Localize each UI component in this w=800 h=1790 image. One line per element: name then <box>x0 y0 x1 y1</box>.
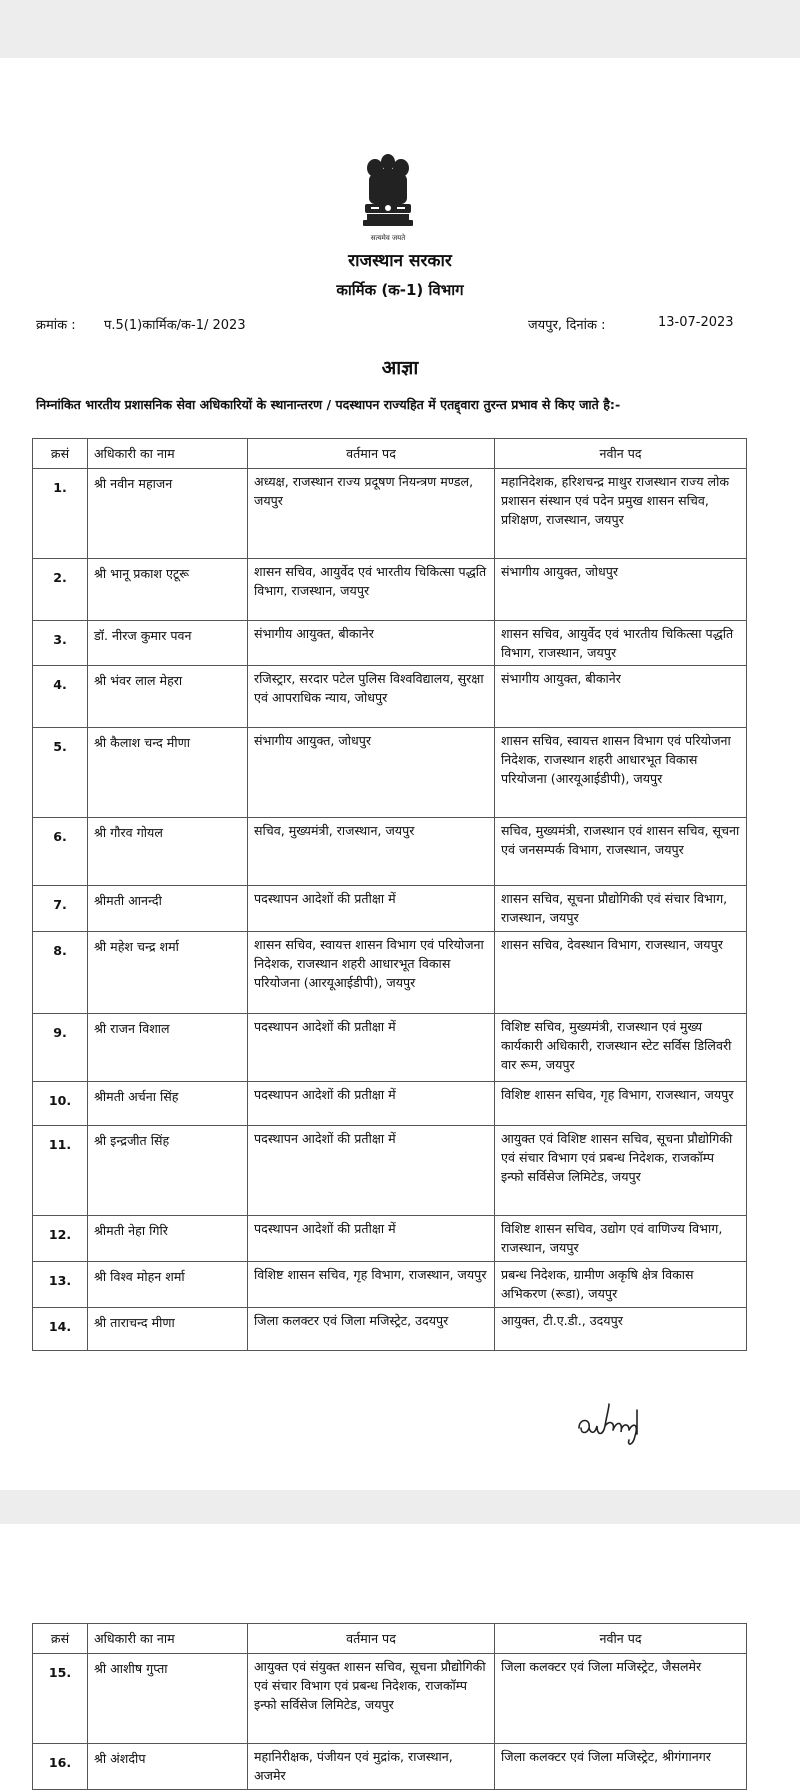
current-post: विशिष्ट शासन सचिव, गृह विभाग, राजस्थान, जयपुर <box>248 1262 495 1308</box>
column-header: वर्तमान पद <box>248 1624 495 1654</box>
new-post: शासन सचिव, सूचना प्रौद्योगिकी एवं संचार विभाग, राजस्थान, जयपुर <box>495 886 747 932</box>
new-post: सचिव, मुख्यमंत्री, राजस्थान एवं शासन सचिव, सूचना एवं जनसम्पर्क विभाग, राजस्थान, जयपुर <box>495 818 747 886</box>
officer-name: श्री आशीष गुप्ता <box>88 1654 248 1744</box>
officer-name: श्री भंवर लाल मेहरा <box>88 666 248 728</box>
serial-number: 14. <box>33 1308 88 1351</box>
officer-name: श्री राजन विशाल <box>88 1014 248 1082</box>
table-row <box>33 469 747 559</box>
table-row <box>33 728 747 818</box>
table-row <box>33 1744 747 1790</box>
officer-name: श्रीमती नेहा गिरि <box>88 1216 248 1262</box>
state-emblem-icon <box>355 152 421 248</box>
new-post: शासन सचिव, स्वायत्त शासन विभाग एवं परियोजना निदेशक, राजस्थान शहरी आधारभूत विकास परियोजना (आरयूआईडीपी), जयपुर <box>495 728 747 818</box>
new-post: जिला कलक्टर एवं जिला मजिस्ट्रेट, श्रीगंगानगर <box>495 1744 747 1790</box>
table-row <box>33 1126 747 1216</box>
transfer-table <box>32 438 747 1351</box>
serial-number: 6. <box>33 818 88 886</box>
emblem-motto: सत्यमेव जयते <box>370 234 406 242</box>
officer-name: श्री नवीन महाजन <box>88 469 248 559</box>
column-header: अधिकारी का नाम <box>88 1624 248 1654</box>
officer-name: श्री ताराचन्द मीणा <box>88 1308 248 1351</box>
new-post: शासन सचिव, आयुर्वेद एवं भारतीय चिकित्सा पद्धति विभाग, राजस्थान, जयपुर <box>495 621 747 666</box>
place-date-label: जयपुर, दिनांक : <box>528 318 606 333</box>
current-post: आयुक्त एवं संयुक्त शासन सचिव, सूचना प्रौद्योगिकी एवं संचार विभाग एवं प्रबन्ध निदेशक, राजकॉम्प इन्फो सर्विसेज लिमिटेड, जयपुर <box>248 1654 495 1744</box>
new-post: आयुक्त, टी.ए.डी., उदयपुर <box>495 1308 747 1351</box>
table-row <box>33 621 747 666</box>
current-post: पदस्थापन आदेशों की प्रतीक्षा में <box>248 886 495 932</box>
serial-number: 9. <box>33 1014 88 1082</box>
new-post: जिला कलक्टर एवं जिला मजिस्ट्रेट, जैसलमेर <box>495 1654 747 1744</box>
officer-name: श्री अंशदीप <box>88 1744 248 1790</box>
serial-number: 10. <box>33 1082 88 1126</box>
current-post: संभागीय आयुक्त, जोधपुर <box>248 728 495 818</box>
serial-number: 3. <box>33 621 88 666</box>
serial-number: 12. <box>33 1216 88 1262</box>
current-post: पदस्थापन आदेशों की प्रतीक्षा में <box>248 1014 495 1082</box>
order-number-label: क्रमांक : <box>36 318 76 333</box>
transfer-table-continued <box>32 1623 747 1790</box>
serial-number: 16. <box>33 1744 88 1790</box>
new-post: संभागीय आयुक्त, जोधपुर <box>495 559 747 621</box>
serial-number: 8. <box>33 932 88 1014</box>
officer-name: श्री विश्व मोहन शर्मा <box>88 1262 248 1308</box>
officer-name: श्री गौरव गोयल <box>88 818 248 886</box>
new-post: महानिदेशक, हरिशचन्द्र माथुर राजस्थान राज्य लोक प्रशासन संस्थान एवं पदेन प्रमुख शासन सचिव, प्रशिक्षण, राजस्थान, जयपुर <box>495 469 747 559</box>
order-intro: निम्नांकित भारतीय प्रशासनिक सेवा अधिकारियों के स्थानान्तरण / पदस्थापन राज्यहित में एतद्द्वारा तुरन्त प्रभाव से किए जाते है:- <box>36 397 621 412</box>
officer-name: श्री इन्द्रजीत सिंह <box>88 1126 248 1216</box>
serial-number: 5. <box>33 728 88 818</box>
officer-name: श्रीमती अर्चना सिंह <box>88 1082 248 1126</box>
table-row <box>33 932 747 1014</box>
new-post: विशिष्ट सचिव, मुख्यमंत्री, राजस्थान एवं मुख्य कार्यकारी अधिकारी, राजस्थान स्टेट सर्विस डिलिवरी वार रूम, जयपुर <box>495 1014 747 1082</box>
current-post: रजिस्ट्रार, सरदार पटेल पुलिस विश्वविद्यालय, सुरक्षा एवं आपराधिक न्याय, जोधपुर <box>248 666 495 728</box>
current-post: सचिव, मुख्यमंत्री, राजस्थान, जयपुर <box>248 818 495 886</box>
officer-name: श्री महेश चन्द्र शर्मा <box>88 932 248 1014</box>
table-header-row <box>33 1624 747 1654</box>
viewer-page-gap <box>0 1490 800 1524</box>
new-post: शासन सचिव, देवस्थान विभाग, राजस्थान, जयपुर <box>495 932 747 1014</box>
order-date: 13-07-2023 <box>658 315 734 330</box>
government-title: राजस्थान सरकार <box>348 251 452 271</box>
department-title: कार्मिक (क-1) विभाग <box>336 281 464 299</box>
serial-number: 15. <box>33 1654 88 1744</box>
current-post: अध्यक्ष, राजस्थान राज्य प्रदूषण नियन्त्रण मण्डल, जयपुर <box>248 469 495 559</box>
current-post: शासन सचिव, स्वायत्त शासन विभाग एवं परियोजना निदेशक, राजस्थान शहरी आधारभूत विकास परियोजना (आरयूआईडीपी), जयपुर <box>248 932 495 1014</box>
table-row <box>33 1654 747 1744</box>
table-row <box>33 1216 747 1262</box>
new-post: विशिष्ट शासन सचिव, उद्योग एवं वाणिज्य विभाग, राजस्थान, जयपुर <box>495 1216 747 1262</box>
table-row <box>33 1262 747 1308</box>
officer-name: श्री भानू प्रकाश एटूरू <box>88 559 248 621</box>
table-header-row <box>33 439 747 469</box>
table-row <box>33 818 747 886</box>
new-post: प्रबन्ध निदेशक, ग्रामीण अकृषि क्षेत्र विकास अभिकरण (रूडा), जयपुर <box>495 1262 747 1308</box>
viewer-top-band <box>0 0 800 58</box>
column-header: क्रसं <box>33 1624 88 1654</box>
serial-number: 7. <box>33 886 88 932</box>
current-post: संभागीय आयुक्त, बीकानेर <box>248 621 495 666</box>
column-header: क्रसं <box>33 439 88 469</box>
column-header: वर्तमान पद <box>248 439 495 469</box>
serial-number: 11. <box>33 1126 88 1216</box>
table-row <box>33 1014 747 1082</box>
column-header: नवीन पद <box>495 1624 747 1654</box>
current-post: शासन सचिव, आयुर्वेद एवं भारतीय चिकित्सा पद्धति विभाग, राजस्थान, जयपुर <box>248 559 495 621</box>
signature <box>575 1400 655 1448</box>
table-row <box>33 1308 747 1351</box>
new-post: विशिष्ट शासन सचिव, गृह विभाग, राजस्थान, जयपुर <box>495 1082 747 1126</box>
current-post: महानिरीक्षक, पंजीयन एवं मुद्रांक, राजस्थान, अजमेर <box>248 1744 495 1790</box>
current-post: पदस्थापन आदेशों की प्रतीक्षा में <box>248 1126 495 1216</box>
current-post: जिला कलक्टर एवं जिला मजिस्ट्रेट, उदयपुर <box>248 1308 495 1351</box>
column-header: नवीन पद <box>495 439 747 469</box>
new-post: आयुक्त एवं विशिष्ट शासन सचिव, सूचना प्रौद्योगिकी एवं संचार विभाग एवं प्रबन्ध निदेशक, राजकॉम्प इन्फो सर्विसेज लिमिटेड, जयपुर <box>495 1126 747 1216</box>
serial-number: 4. <box>33 666 88 728</box>
new-post: संभागीय आयुक्त, बीकानेर <box>495 666 747 728</box>
serial-number: 1. <box>33 469 88 559</box>
officer-name: श्रीमती आनन्दी <box>88 886 248 932</box>
table-row <box>33 666 747 728</box>
officer-name: डॉ. नीरज कुमार पवन <box>88 621 248 666</box>
order-number: प.5(1)कार्मिक/क-1/ 2023 <box>104 318 246 333</box>
column-header: अधिकारी का नाम <box>88 439 248 469</box>
current-post: पदस्थापन आदेशों की प्रतीक्षा में <box>248 1216 495 1262</box>
current-post: पदस्थापन आदेशों की प्रतीक्षा में <box>248 1082 495 1126</box>
officer-name: श्री कैलाश चन्द मीणा <box>88 728 248 818</box>
order-title: आज्ञा <box>381 357 419 379</box>
serial-number: 2. <box>33 559 88 621</box>
table-row <box>33 886 747 932</box>
table-row <box>33 559 747 621</box>
serial-number: 13. <box>33 1262 88 1308</box>
table-row <box>33 1082 747 1126</box>
